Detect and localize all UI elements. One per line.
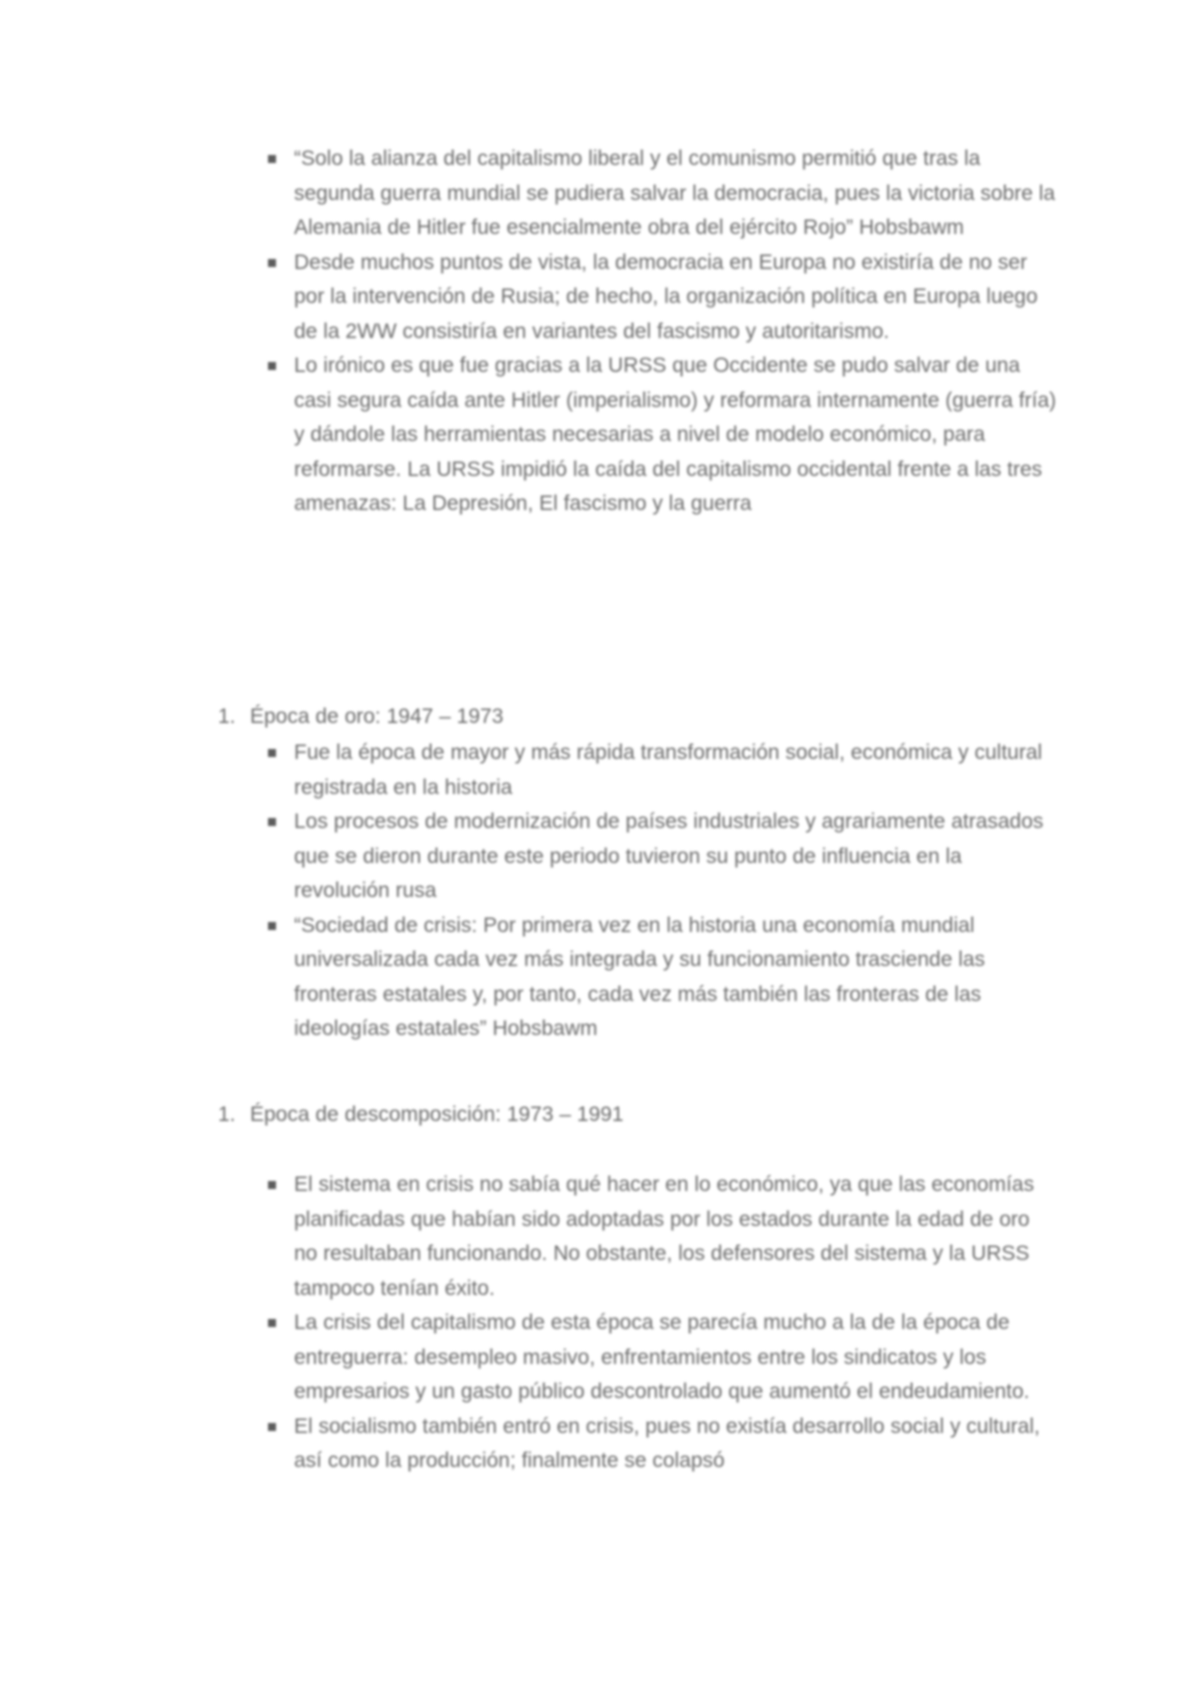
bullet-icon <box>268 1423 276 1431</box>
bullet-icon <box>268 259 276 267</box>
bullet-icon <box>268 922 276 930</box>
list-item-text: Fue la época de mayor y más rápida transformación social, económica y cultural registrada en la historia <box>294 741 1043 799</box>
bullet-icon <box>268 1319 276 1327</box>
list-item-text: El socialismo también entró en crisis, pues no existía desarrollo social y cultural, así como la producción; finalmente se colapsó <box>294 1414 1040 1472</box>
bullet-icon <box>268 362 276 370</box>
list-item <box>268 1306 1058 1410</box>
list-item <box>268 349 1058 522</box>
section-heading-descomposicion <box>218 1098 624 1132</box>
section-number: 1. <box>218 705 236 728</box>
list-item-text: El sistema en crisis no sabía qué hacer en lo económico, ya que las economías planificadas que habían sido adoptadas por los estados durante la edad de oro no resultaban funcionando. No obstante, los defensores del sistema y la URSS tampoco tenían éxito. <box>294 1173 1035 1300</box>
list-item <box>268 805 1058 909</box>
bullet-icon <box>268 1181 276 1189</box>
bullet-icon <box>268 749 276 757</box>
bullet-icon <box>268 155 276 163</box>
section-heading-edad-de-oro <box>218 700 503 734</box>
bullet-icon <box>268 818 276 826</box>
list-item-text: La crisis del capitalismo de esta época se parecía mucho a la de la época de entreguerra: desempleo masivo, enfrentamientos entre los sindicatos y los empresarios y un gasto público descontrolado que aumentó el endeudamiento. <box>294 1311 1030 1403</box>
bullet-list-block3 <box>268 1168 1058 1479</box>
section-number: 1. <box>218 1103 236 1126</box>
list-item <box>268 1168 1058 1306</box>
list-item-text: “Solo la alianza del capitalismo liberal y el comunismo permitió que tras la segunda guerra mundial se pudiera salvar la democracia, pues la victoria sobre la Alemania de Hitler fue esencialmente obra del ejército Rojo” Hobsbawm <box>294 147 1056 239</box>
list-item <box>268 246 1058 350</box>
list-item <box>268 736 1058 805</box>
list-item <box>268 909 1058 1047</box>
section-title: Época de descomposición: 1973 – 1991 <box>250 1103 624 1126</box>
list-item <box>268 142 1058 246</box>
section-title: Época de oro: 1947 – 1973 <box>250 705 504 728</box>
bullet-list-block1 <box>268 142 1058 522</box>
list-item <box>268 1410 1058 1479</box>
list-item-text: Lo irónico es que fue gracias a la URSS que Occidente se pudo salvar de una casi segura caída ante Hitler (imperialismo) y reformara internamente (guerra fría) y dándole las herramientas necesarias a nivel de modelo económico, para reformarse. La URSS impidió la caída del capitalismo occidental frente a las tres amenazas: La Depresión, El fascismo y la guerra <box>294 354 1057 515</box>
list-item-text: Los procesos de modernización de países industriales y agrariamente atrasados que se dieron durante este periodo tuvieron su punto de influencia en la revolución rusa <box>294 810 1044 902</box>
list-item-text: “Sociedad de crisis: Por primera vez en la historia una economía mundial universalizada cada vez más integrada y su funcionamiento trasciende las fronteras estatales y, por tanto, cada vez más también las fronteras de las ideologías estatales” Hobsbawm <box>294 913 986 1040</box>
list-item-text: Desde muchos puntos de vista, la democracia en Europa no existiría de no ser por la intervención de Rusia; de hecho, la organización política en Europa luego de la 2WW consistiría en variantes del fascismo y autoritarismo. <box>294 250 1038 343</box>
bullet-list-block2 <box>268 736 1058 1047</box>
